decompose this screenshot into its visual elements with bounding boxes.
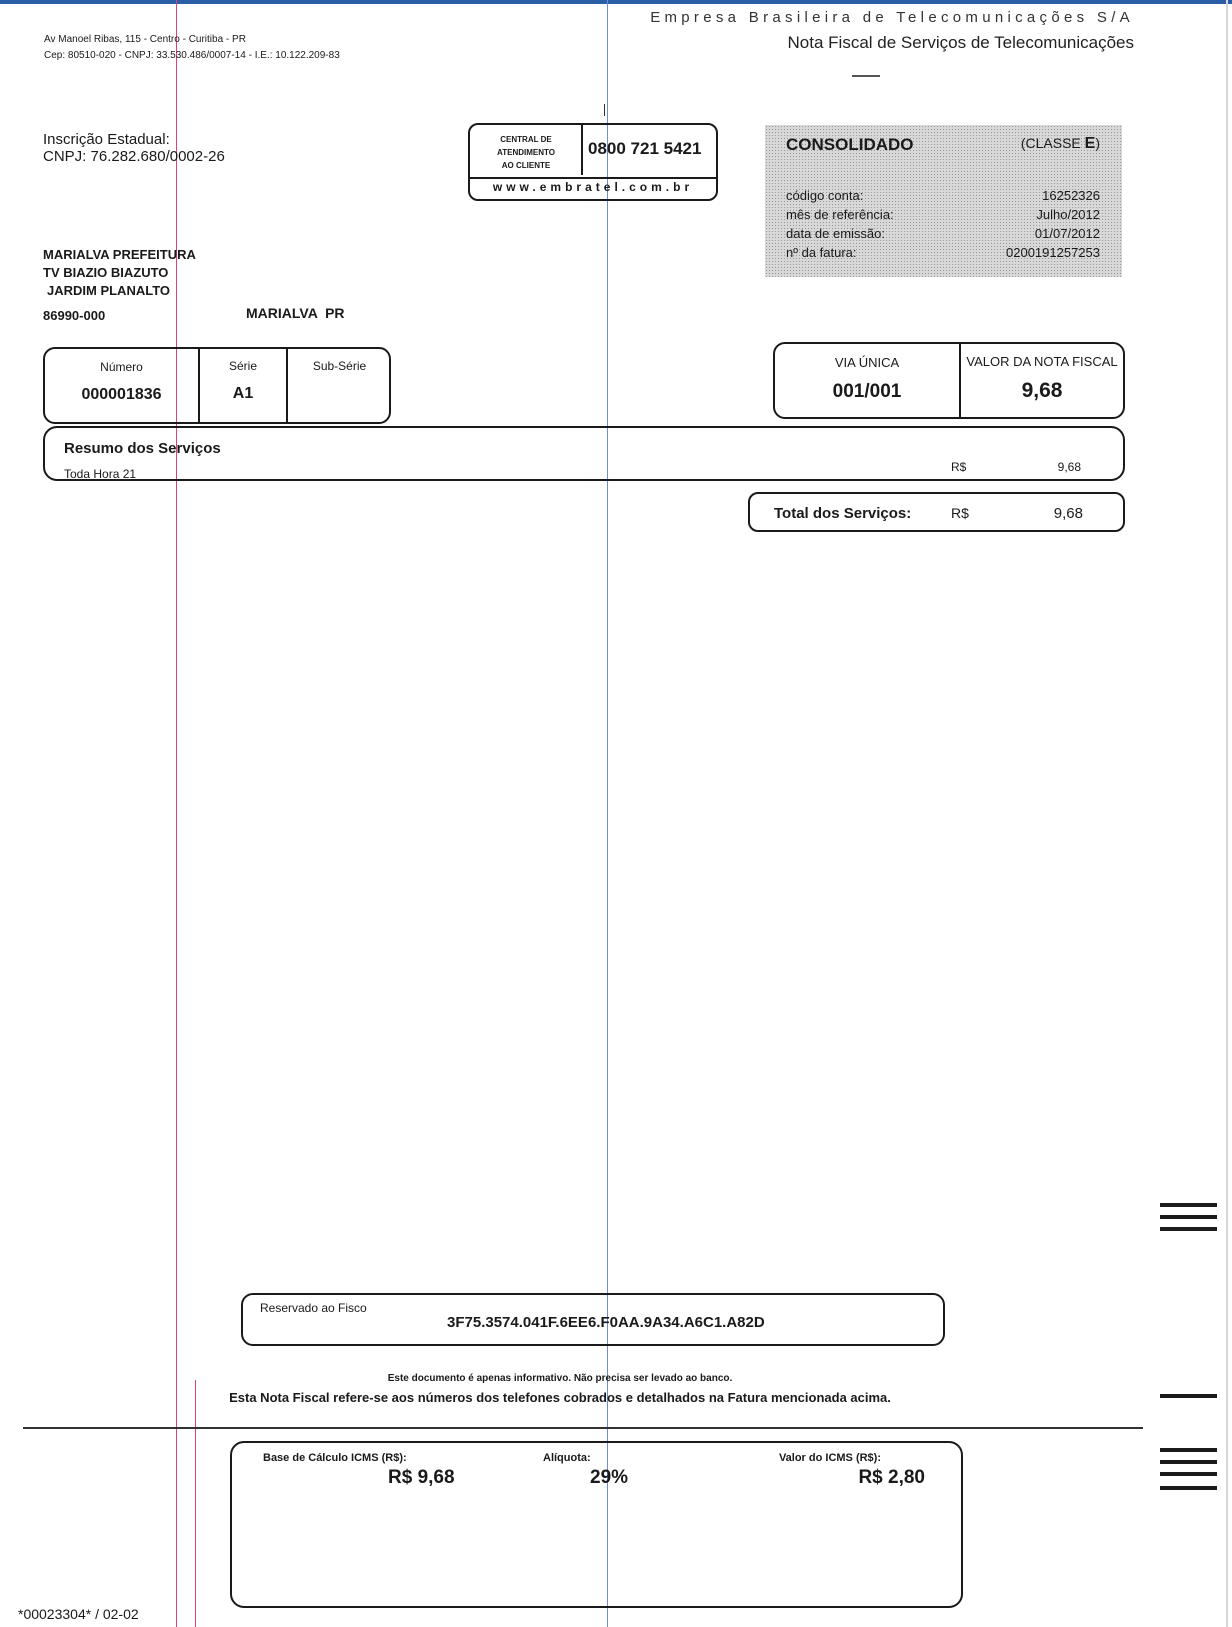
recipient-district: JARDIM PLANALTO [47, 283, 171, 298]
services-title: Resumo dos Serviços [64, 440, 221, 457]
account-labels [786, 186, 894, 262]
serie-value: A1 [232, 385, 254, 402]
recipient-street: TV BIAZIO BIAZUTO [43, 265, 169, 280]
aliquota-label: Alíquota: [543, 1452, 591, 1464]
website-link[interactable]: www.embratel.com.br [492, 180, 694, 194]
recipient-name: MARIALVA PREFEITURA [43, 247, 196, 262]
reference-month-value: Julho/2012 [1036, 207, 1100, 222]
recipient-city: MARIALVA PR [246, 305, 345, 321]
numero-value: 000001836 [81, 386, 162, 403]
invoice-id-box [43, 347, 391, 424]
invoice-value: 9,68 [1021, 379, 1063, 402]
registration-mark [1160, 1203, 1217, 1207]
service-item-name: Toda Hora 21 [64, 467, 137, 481]
registration-mark [1160, 1472, 1217, 1476]
informative-note: Este documento é apenas informativo. Não precisa ser levado ao banco. [387, 1373, 733, 1384]
subserie-label: Sub-Série [312, 359, 367, 373]
total-amount: 9,68 [1053, 505, 1083, 522]
company-address-line2: Cep: 80510-020 - CNPJ: 33.530.486/0007-14 - I.E.: 10.122.209-83 [44, 50, 340, 61]
serie-label: Série [228, 359, 257, 373]
account-title: CONSOLIDADO [786, 135, 914, 154]
invoice-value-box [773, 342, 1125, 419]
account-code-value: 16252326 [1042, 188, 1100, 203]
service-phone: 0800 721 5421 [588, 139, 702, 158]
via-label: VIA ÚNICA [834, 355, 900, 370]
registration-mark [1160, 1227, 1217, 1231]
reference-month-label: mês de referência: [786, 207, 894, 222]
recipient-address [43, 246, 196, 300]
fisco-box [241, 1293, 945, 1346]
icms-value-label: Valor do ICMS (R$): [778, 1452, 881, 1464]
document-title: Nota Fiscal de Serviços de Telecomunicações [787, 33, 1134, 52]
icms-base-value: R$ 9,68 [388, 1467, 455, 1488]
invoice-number-label: nº da fatura: [786, 245, 857, 260]
fisco-code: 3F75.3574.041F.6EE6.F0AA.9A34.A6C1.A82D [447, 1314, 765, 1331]
footer-control-code: *00023304* / 02-02 [18, 1606, 139, 1622]
company-name: Empresa Brasileira de Telecomunicações S/A [650, 9, 1134, 26]
registration-mark [1160, 1215, 1217, 1219]
account-values [1006, 186, 1100, 262]
account-summary-panel [765, 125, 1122, 277]
service-item-currency: R$ [951, 460, 967, 474]
services-summary-box [43, 426, 1125, 481]
invoice-value-label: VALOR DA NOTA FISCAL [966, 354, 1118, 369]
scan-guide-line [195, 1380, 196, 1627]
aliquota-value: 29% [590, 1467, 629, 1488]
account-class: (CLASSE E) [1020, 135, 1100, 152]
company-address-line1: Av Manoel Ribas, 115 - Centro - Curitiba - PR [44, 34, 246, 45]
page-edge [1226, 0, 1228, 1627]
icms-box [230, 1441, 963, 1608]
inscricao-estadual-label: Inscrição Estadual: [43, 131, 170, 148]
reference-note: Esta Nota Fiscal refere-se aos números dos telefones cobrados e detalhados na Fatura mencionada acima. [229, 1390, 891, 1405]
customer-service-box [468, 123, 718, 201]
issue-date-value: 01/07/2012 [1034, 226, 1100, 241]
total-label: Total dos Serviços: [774, 505, 912, 522]
recipient-zip: 86990-000 [43, 308, 106, 323]
customer-cnpj: CNPJ: 76.282.680/0002-26 [43, 148, 225, 165]
numero-label: Número [100, 360, 143, 374]
registration-mark [1160, 1460, 1217, 1464]
section-divider [23, 1427, 1143, 1429]
fisco-label: Reservado ao Fisco [260, 1301, 367, 1315]
total-services-box [748, 492, 1125, 532]
total-currency: R$ [951, 505, 969, 521]
via-value: 001/001 [832, 381, 902, 402]
icms-base-label: Base de Cálculo ICMS (R$): [263, 1452, 407, 1464]
issue-date-label: data de emissão: [786, 226, 886, 241]
top-color-band [0, 0, 1232, 4]
account-code-label: código conta: [786, 188, 864, 203]
invoice-number-value: 0200191257253 [1006, 245, 1100, 260]
icms-value: R$ 2,80 [858, 1467, 925, 1488]
tick-mark [604, 104, 605, 116]
service-item-amount: 9,68 [1057, 460, 1081, 474]
registration-mark [1160, 1448, 1217, 1452]
service-center-label: CENTRAL DE ATENDIMENTO AO CLIENTE [497, 135, 555, 170]
registration-mark [1160, 1394, 1217, 1398]
title-dash [852, 75, 880, 77]
registration-mark [1160, 1486, 1217, 1490]
